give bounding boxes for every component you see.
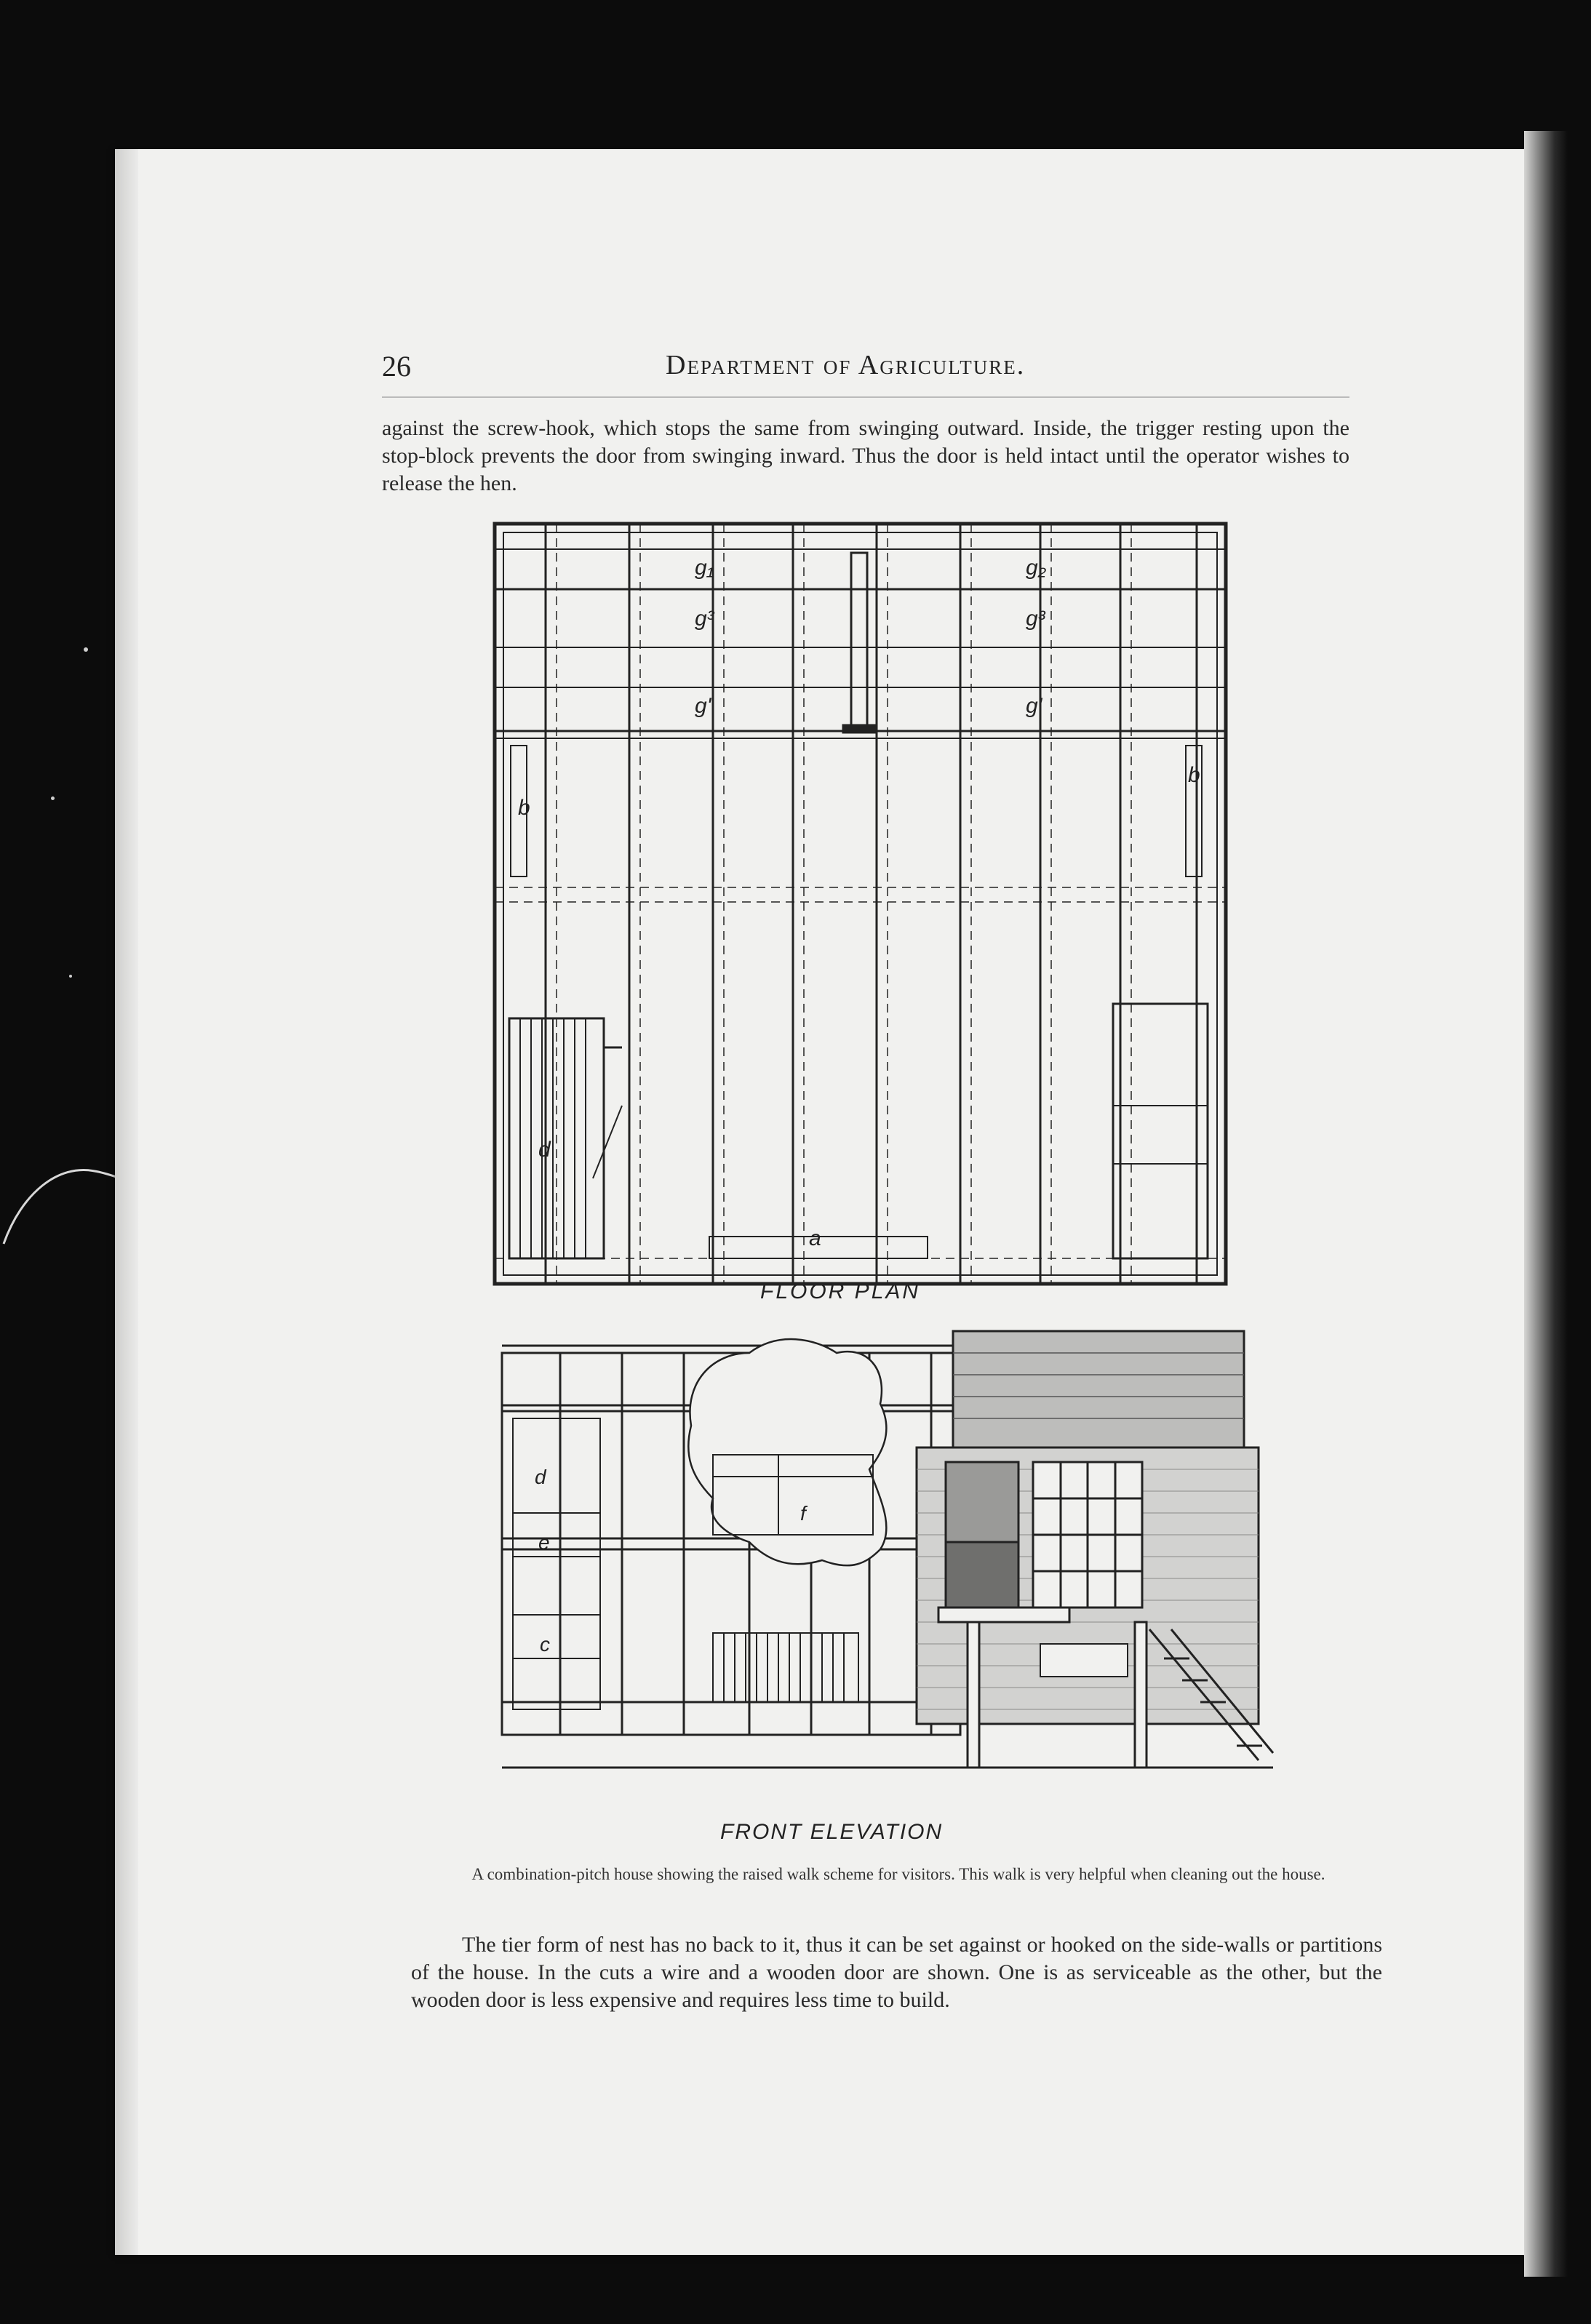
label-g1: g₁ xyxy=(695,556,714,580)
front-elevation xyxy=(502,1331,1273,1768)
running-head: Department of Agriculture. xyxy=(666,350,1026,380)
label-a: a xyxy=(809,1226,821,1250)
label-g6: g' xyxy=(1026,694,1042,718)
dust-speck xyxy=(51,796,55,800)
label-d-elev: d xyxy=(535,1466,546,1488)
label-c: c xyxy=(540,1633,550,1656)
page-header xyxy=(382,349,1349,393)
label-b-right: b xyxy=(1188,763,1200,787)
label-g5: g' xyxy=(695,694,711,718)
page-edge xyxy=(115,149,138,2255)
front-elevation-label: FRONT ELEVATION xyxy=(720,1820,944,1844)
figure-caption: A combination-pitch house showing the raised walk scheme for visitors. This walk is very helpful when cleaning out the house. xyxy=(471,1865,1325,1883)
floor-plan-label: FLOOR PLAN xyxy=(760,1279,921,1303)
label-b-left: b xyxy=(518,796,530,820)
dust-speck xyxy=(69,975,72,978)
label-g4: g³ xyxy=(1026,607,1045,631)
dust-speck xyxy=(84,647,88,652)
label-g2: g₂ xyxy=(1026,556,1047,580)
label-f: f xyxy=(800,1502,806,1525)
label-d-plan: d xyxy=(538,1138,551,1162)
gutter-shadow xyxy=(1524,131,1568,2277)
paragraph-top: against the screw-hook, which stops the same from swinging outward. Inside, the trigger resting upon the stop-block prevents the door from swinging inward. Thus the door is held intact until the operator wishes to release the hen. xyxy=(382,416,1349,495)
paragraph-bottom: The tier form of nest has no back to it, thus it can be set against or hooked on the side-walls or partitions of the house. In the cuts a wire and a wooden door are shown. One is as serviceable as the other, but the wooden door is less expensive and requires less time to build. xyxy=(411,1933,1382,2012)
header-rule xyxy=(382,396,1349,398)
label-e: e xyxy=(538,1531,550,1554)
label-g3: g³ xyxy=(695,607,714,631)
figure-illustration xyxy=(473,509,1339,1848)
page-number: 26 xyxy=(382,350,411,383)
floor-plan xyxy=(495,524,1226,1284)
